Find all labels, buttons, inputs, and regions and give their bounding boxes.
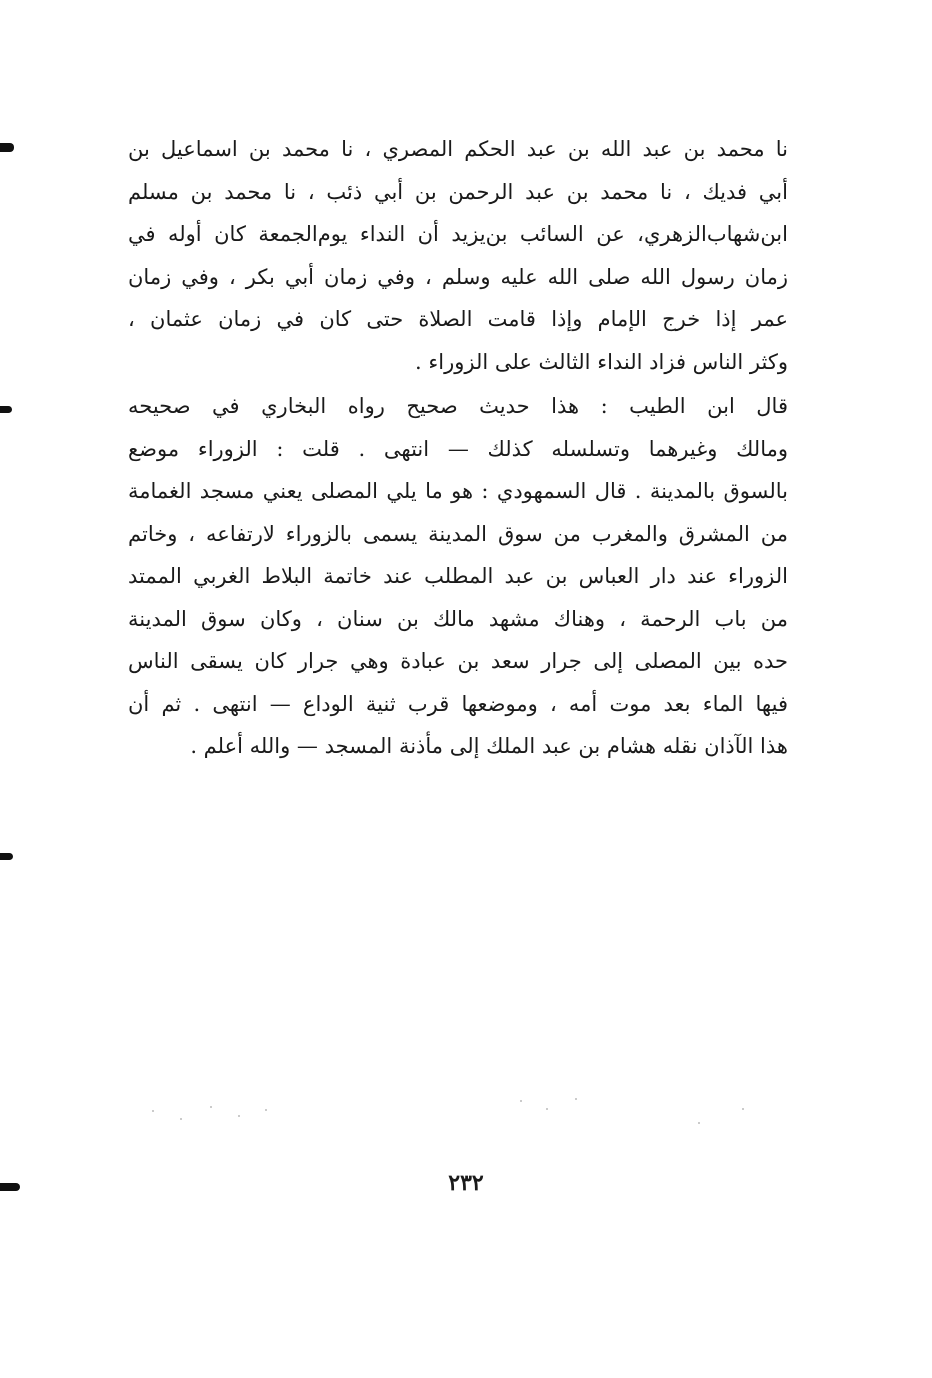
paper-speck: [238, 1115, 240, 1117]
paper-speck: [265, 1109, 267, 1111]
text-line: قال ابن الطيب : هذا حديث صحيح رواه البخاري في صحيحه: [128, 394, 788, 418]
text-line: هذا الآذان نقله هشام بن عبد الملك إلى مأذنة المسجد — والله أعلم .: [190, 734, 788, 758]
binding-mark: [0, 1183, 20, 1191]
binding-mark: [0, 853, 13, 860]
text-line: وكثر الناس فزاد النداء الثالث على الزوراء .: [415, 349, 788, 374]
paragraph-commentary: [128, 385, 788, 768]
paper-speck: [698, 1122, 700, 1124]
text-line: فيها الماء بعد موت أمه ، وموضعها قرب ثنية الوداع — انتهى . ثم أن: [128, 691, 788, 716]
paper-speck: [210, 1106, 212, 1108]
text-line: حده بين المصلى إلى جرار سعد بن عبادة وهي جرار كان يسقى الناس: [128, 649, 788, 673]
text-line: الزوراء عند دار العباس بن عبد المطلب عند خاتمة البلاط الغربي الممتد: [128, 564, 788, 588]
text-line: ومالك وغيرهما وتسلسله كذلك — انتهى . قلت : الزوراء موضع: [128, 436, 788, 461]
text-line: من المشرق والمغرب من سوق المدينة يسمى بالزوراء لارتفاعه ، وخاتم: [128, 521, 788, 546]
text-line: ابن‌شهاب‌الزهري، عن السائب بن‌يزيد أن النداء يوم‌الجمعة كان أوله في: [128, 222, 788, 246]
binding-mark: [0, 406, 12, 413]
binding-mark: [0, 143, 14, 152]
text-line: أبي فديك ، نا محمد بن عبد الرحمن بن أبي ذئب ، نا محمد بن مسلم: [128, 179, 788, 204]
paper-speck: [520, 1100, 522, 1102]
text-line: من باب الرحمة ، وهناك مشهد مالك بن سنان ، وكان سوق المدينة: [128, 606, 788, 631]
text-line: زمان رسول الله صلى الله عليه وسلم ، وفي زمان أبي بكر ، وفي زمان: [128, 264, 788, 289]
paper-speck: [180, 1118, 182, 1120]
paragraph-hadith-chain: [128, 128, 788, 383]
paper-speck: [742, 1108, 744, 1110]
paper-speck: [575, 1098, 577, 1100]
paper-speck: [152, 1110, 154, 1112]
page-number: ٢٣٢: [448, 1170, 484, 1196]
text-line: نا محمد بن عبد الله بن عبد الحكم المصري ، نا محمد بن اسماعيل بن: [128, 137, 788, 161]
text-line: عمر إذا خرج الإمام وإذا قامت الصلاة حتى كان في زمان عثمان ،: [128, 307, 788, 331]
text-line: بالسوق بالمدينة . قال السمهودي : هو ما يلي المصلى يعني مسجد الغمامة: [128, 479, 788, 503]
paper-speck: [546, 1108, 548, 1110]
